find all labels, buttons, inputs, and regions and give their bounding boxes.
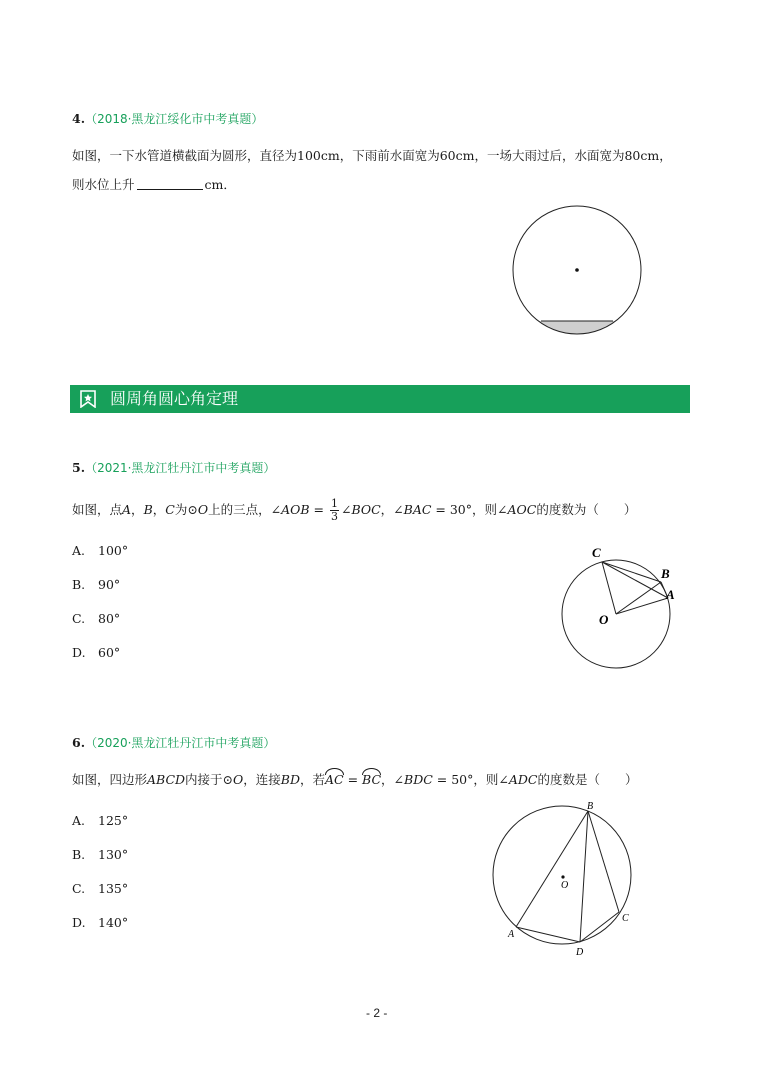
q6-option-a[interactable]: A. 125° — [72, 813, 129, 828]
q4-stem-line1: 如图，一下水管道横截面为圆形，直径为100cm，下雨前水面宽为60cm，一场大雨过后，水面宽为80cm， — [72, 148, 672, 163]
q6-label-c: C — [622, 913, 629, 924]
q5-option-d[interactable]: D. 60° — [72, 645, 121, 660]
q6-option-b[interactable]: B. 130° — [72, 847, 129, 862]
q4-source: （2018·黑龙江绥化市中考真题） — [85, 112, 264, 126]
q6-center-point — [561, 875, 564, 878]
q6-arc-ac: AC — [325, 772, 344, 787]
q6-option-d[interactable]: D. 140° — [72, 915, 129, 930]
q4-stem-line2 — [72, 177, 236, 193]
q4-water-region — [508, 321, 646, 337]
q6-segment-bd — [580, 811, 588, 942]
q4-stem-post: cm． — [204, 177, 236, 192]
page-number: - 2 - — [366, 1006, 388, 1020]
q5-segment-cb — [602, 562, 661, 582]
q4-answer-blank[interactable] — [137, 177, 203, 190]
q5-option-b[interactable]: B. 90° — [72, 577, 121, 592]
q6-label-o: O — [561, 880, 569, 891]
q6-arc-bc: BC — [362, 772, 382, 787]
q5-label-o: O — [599, 612, 609, 627]
section-title: 圆周角圆心角定理 — [110, 389, 239, 408]
q6-segment-dc — [580, 912, 619, 942]
q4-stem-pre: 则水位上升 — [72, 177, 135, 192]
q5-label-a: A — [666, 587, 675, 602]
q6-option-c[interactable]: C. 135° — [72, 881, 129, 896]
q5-fraction: $\frac{1}{3}$ — [330, 497, 338, 523]
q5-source: （2021·黑龙江牡丹江市中考真题） — [85, 461, 276, 475]
q4-pipe-figure — [508, 205, 646, 337]
q4-header — [72, 110, 263, 127]
q6-stem: 如图，四边形ABCD内接于⊙O，连接BD，若AC = BC，∠BDC = 50°，则∠ADC的度数是（ ） — [72, 772, 638, 787]
q5-segment-ob — [616, 582, 661, 614]
q4-center-point — [575, 268, 579, 272]
q5-circle-figure — [552, 540, 684, 672]
q6-circle-figure — [488, 800, 644, 962]
q6-segment-ad — [516, 927, 580, 942]
q6-source: （2020·黑龙江牡丹江市中考真题） — [85, 736, 276, 750]
q4-number: 4. — [72, 111, 86, 126]
q5-label-c: C — [592, 545, 601, 560]
q5-option-c[interactable]: C. 80° — [72, 611, 121, 626]
q6-label-d: D — [576, 947, 584, 958]
q6-label-b: B — [587, 801, 594, 812]
bookmark-star-icon — [80, 390, 96, 408]
q5-stem: 如图，点A，B，C为⊙O上的三点，∠AOB = $\frac{1}{3}$ ∠BOC，∠BAC = 30°，则∠AOC的度数为（ ） — [72, 497, 637, 523]
q5-segment-oa — [616, 598, 668, 614]
q5-header — [72, 459, 275, 476]
q6-header — [72, 734, 275, 751]
q6-segment-bc — [588, 811, 619, 912]
q5-segment-oc — [602, 562, 616, 614]
q5-label-b: B — [661, 566, 670, 581]
q5-option-a[interactable]: A. 100° — [72, 543, 129, 558]
q5-number: 5. — [72, 460, 86, 475]
q6-number: 6. — [72, 735, 86, 750]
q6-segment-ba — [516, 811, 588, 927]
q6-label-a: A — [508, 929, 515, 940]
q6-circle — [493, 806, 631, 944]
section-banner — [70, 385, 690, 413]
